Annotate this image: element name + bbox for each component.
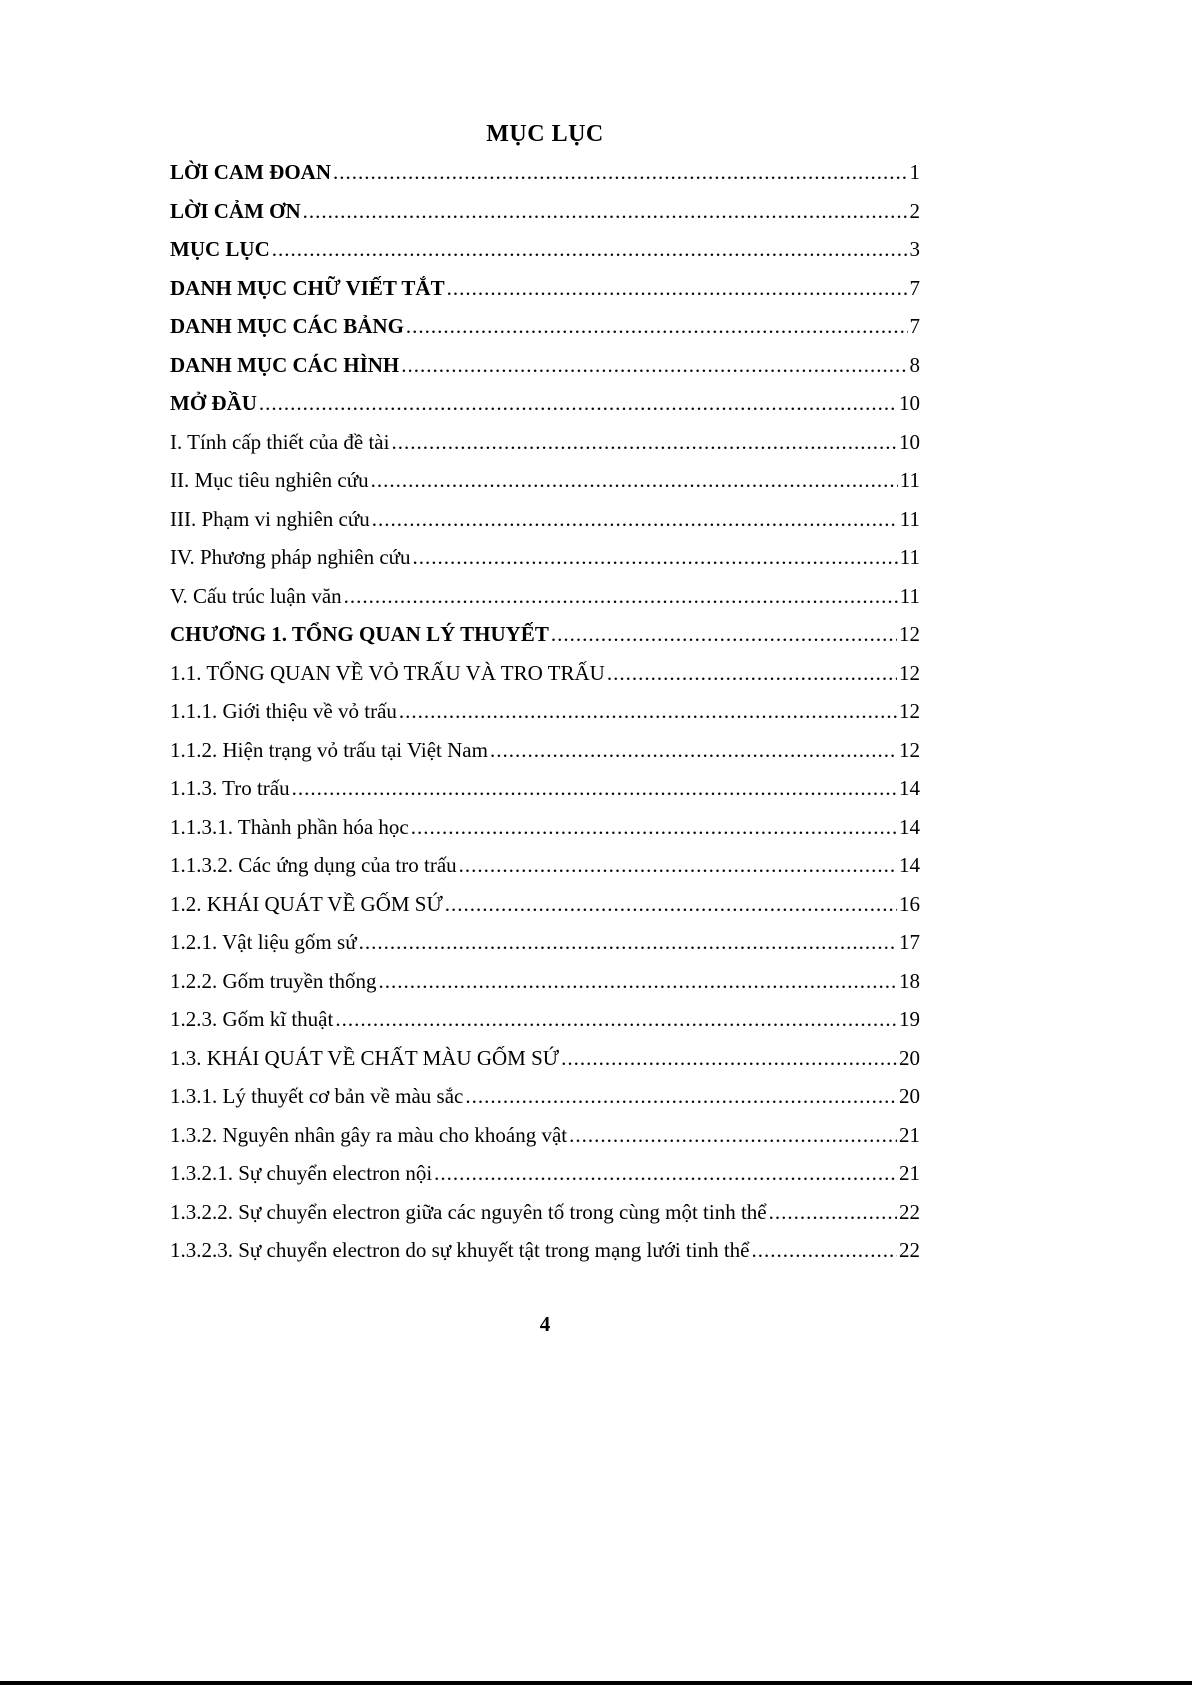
toc-dot-leader bbox=[344, 584, 898, 609]
toc-dot-leader bbox=[378, 969, 897, 994]
toc-dot-leader bbox=[406, 314, 908, 339]
toc-entry-page-number: 20 bbox=[899, 1045, 920, 1070]
toc-entry-label: 1.3.2.2. Sự chuyển electron giữa các nguyên tố trong cùng một tinh thể bbox=[170, 1199, 767, 1224]
toc-entry[interactable] bbox=[170, 584, 920, 623]
toc-entry-label: I. Tính cấp thiết của đề tài bbox=[170, 429, 390, 454]
toc-entry-page-number: 20 bbox=[899, 1084, 920, 1108]
toc-entry-page-number: 12 bbox=[899, 660, 920, 685]
toc-entry-label: 1.3. KHÁI QUÁT VỀ CHẤT MÀU GỐM SỨ bbox=[170, 1045, 560, 1070]
toc-entry-label: 1.1.2. Hiện trạng vỏ trấu tại Việt Nam bbox=[170, 737, 488, 762]
toc-dot-leader bbox=[333, 160, 908, 185]
toc-entry-label: CHƯƠNG 1. TỔNG QUAN LÝ THUYẾT bbox=[170, 622, 549, 646]
toc-entry-label: IV. Phương pháp nghiên cứu bbox=[170, 545, 411, 569]
toc-entry-page-number: 16 bbox=[899, 891, 920, 916]
toc-entry[interactable] bbox=[170, 1161, 920, 1200]
toc-entry[interactable] bbox=[170, 545, 920, 584]
toc-entry-label: V. Cấu trúc luận văn bbox=[170, 583, 342, 608]
toc-entry[interactable] bbox=[170, 199, 920, 238]
toc-entry-label: 1.2.3. Gốm kĩ thuật bbox=[170, 1007, 334, 1031]
page-title: MỤC LỤC bbox=[486, 121, 604, 147]
toc-entry-label: 1.1.3. Tro trấu bbox=[170, 776, 290, 800]
toc-entry[interactable] bbox=[170, 930, 920, 969]
toc-entry-page-number: 7 bbox=[909, 314, 920, 338]
toc-entry[interactable] bbox=[170, 1007, 920, 1046]
table-of-contents bbox=[170, 160, 920, 1277]
toc-entry-page-number: 17 bbox=[899, 930, 920, 954]
toc-entry-label: 1.1. TỔNG QUAN VỀ VỎ TRẤU VÀ TRO TRẤU bbox=[170, 660, 605, 685]
toc-entry-page-number: 7 bbox=[909, 275, 920, 300]
toc-entry-page-number: 11 bbox=[899, 468, 920, 492]
toc-entry[interactable] bbox=[170, 276, 920, 315]
toc-entry[interactable] bbox=[170, 237, 920, 276]
toc-entry-label: III. Phạm vi nghiên cứu bbox=[170, 506, 370, 531]
toc-entry-label: DANH MỤC CÁC BẢNG bbox=[170, 314, 404, 338]
toc-entry[interactable] bbox=[170, 160, 920, 199]
toc-entry-page-number: 12 bbox=[899, 622, 920, 646]
toc-entry-label: 1.1.3.1. Thành phần hóa học bbox=[170, 814, 409, 839]
toc-entry-label: 1.3.2. Nguyên nhân gây ra màu cho khoáng vật bbox=[170, 1122, 568, 1147]
toc-entry-page-number: 22 bbox=[899, 1199, 920, 1224]
toc-dot-leader bbox=[371, 468, 898, 493]
toc-entry[interactable] bbox=[170, 1238, 920, 1277]
toc-dot-leader bbox=[359, 930, 897, 955]
toc-entry-page-number: 11 bbox=[899, 545, 920, 569]
toc-dot-leader bbox=[292, 776, 897, 801]
toc-dot-leader bbox=[490, 738, 897, 763]
toc-entry[interactable] bbox=[170, 661, 920, 700]
toc-entry-page-number: 3 bbox=[909, 237, 920, 261]
toc-entry[interactable] bbox=[170, 776, 920, 815]
toc-dot-leader bbox=[607, 661, 897, 686]
toc-entry[interactable] bbox=[170, 853, 920, 892]
toc-dot-leader bbox=[259, 391, 897, 416]
toc-entry-page-number: 11 bbox=[899, 506, 920, 531]
toc-entry[interactable] bbox=[170, 1200, 920, 1239]
toc-entry-page-number: 14 bbox=[899, 814, 920, 839]
toc-entry[interactable] bbox=[170, 738, 920, 777]
toc-entry-label: 1.2.2. Gốm truyền thống bbox=[170, 968, 377, 993]
toc-entry-page-number: 10 bbox=[899, 429, 920, 454]
toc-dot-leader bbox=[401, 353, 907, 378]
toc-dot-leader bbox=[752, 1238, 898, 1263]
toc-entry[interactable] bbox=[170, 1046, 920, 1085]
toc-entry-page-number: 21 bbox=[899, 1122, 920, 1147]
toc-dot-leader bbox=[561, 1046, 897, 1071]
toc-dot-leader bbox=[551, 622, 897, 647]
toc-entry[interactable] bbox=[170, 430, 920, 469]
toc-dot-leader bbox=[769, 1200, 897, 1225]
toc-dot-leader bbox=[335, 1007, 897, 1032]
toc-entry[interactable] bbox=[170, 699, 920, 738]
toc-entry-label: DANH MỤC CÁC HÌNH bbox=[170, 352, 400, 377]
toc-entry-page-number: 2 bbox=[909, 198, 920, 223]
toc-dot-leader bbox=[447, 276, 908, 301]
toc-entry-label: LỜI CAM ĐOAN bbox=[170, 160, 331, 184]
toc-entry-label: 1.1.1. Giới thiệu về vỏ trấu bbox=[170, 699, 397, 723]
toc-entry-label: MỤC LỤC bbox=[170, 237, 270, 261]
toc-entry[interactable] bbox=[170, 314, 920, 353]
toc-entry-label: MỞ ĐẦU bbox=[170, 391, 257, 415]
toc-entry[interactable] bbox=[170, 507, 920, 546]
toc-entry-page-number: 19 bbox=[899, 1007, 920, 1031]
toc-entry-page-number: 21 bbox=[899, 1161, 920, 1185]
toc-entry[interactable] bbox=[170, 622, 920, 661]
toc-entry-page-number: 10 bbox=[899, 391, 920, 415]
toc-entry-page-number: 12 bbox=[899, 737, 920, 762]
toc-entry-label: 1.3.2.1. Sự chuyển electron nội bbox=[170, 1161, 433, 1185]
toc-entry-page-number: 14 bbox=[899, 776, 920, 800]
toc-entry[interactable] bbox=[170, 969, 920, 1008]
toc-entry-label: 1.2. KHÁI QUÁT VỀ GỐM SỨ bbox=[170, 891, 443, 916]
toc-entry-label: II. Mục tiêu nghiên cứu bbox=[170, 468, 369, 492]
toc-dot-leader bbox=[411, 815, 897, 840]
toc-entry-label: 1.1.3.2. Các ứng dụng của tro trấu bbox=[170, 853, 457, 877]
toc-entry-page-number: 18 bbox=[899, 968, 920, 993]
toc-dot-leader bbox=[399, 699, 897, 724]
toc-entry-page-number: 8 bbox=[909, 352, 920, 377]
toc-entry-label: DANH MỤC CHỮ VIẾT TẮT bbox=[170, 275, 445, 300]
toc-entry-page-number: 11 bbox=[899, 583, 920, 608]
toc-entry-label: 1.3.1. Lý thuyết cơ bản về màu sắc bbox=[170, 1084, 464, 1108]
toc-dot-leader bbox=[303, 199, 908, 224]
toc-entry-page-number: 12 bbox=[899, 699, 920, 723]
page-number: 4 bbox=[539, 1312, 551, 1336]
toc-dot-leader bbox=[569, 1123, 897, 1148]
toc-dot-leader bbox=[413, 545, 898, 570]
toc-entry-page-number: 1 bbox=[909, 160, 920, 184]
toc-entry-label: 1.3.2.3. Sự chuyển electron do sự khuyết tật trong mạng lưới tinh thể bbox=[170, 1238, 750, 1262]
toc-entry[interactable] bbox=[170, 468, 920, 507]
toc-dot-leader bbox=[459, 853, 897, 878]
toc-entry-label: 1.2.1. Vật liệu gốm sứ bbox=[170, 930, 357, 954]
page-bottom-border bbox=[0, 1681, 1192, 1685]
toc-entry-page-number: 22 bbox=[899, 1238, 920, 1262]
toc-entry-label: LỜI CẢM ƠN bbox=[170, 198, 301, 223]
toc-entry[interactable] bbox=[170, 391, 920, 430]
toc-entry[interactable] bbox=[170, 892, 920, 931]
toc-entry-page-number: 14 bbox=[899, 853, 920, 877]
toc-entry[interactable] bbox=[170, 815, 920, 854]
toc-dot-leader bbox=[372, 507, 898, 532]
toc-entry[interactable] bbox=[170, 1123, 920, 1162]
toc-dot-leader bbox=[445, 892, 897, 917]
toc-dot-leader bbox=[272, 237, 908, 262]
toc-dot-leader bbox=[391, 430, 897, 455]
toc-entry[interactable] bbox=[170, 1084, 920, 1123]
toc-entry[interactable] bbox=[170, 353, 920, 392]
toc-dot-leader bbox=[465, 1084, 897, 1109]
toc-dot-leader bbox=[434, 1161, 897, 1186]
